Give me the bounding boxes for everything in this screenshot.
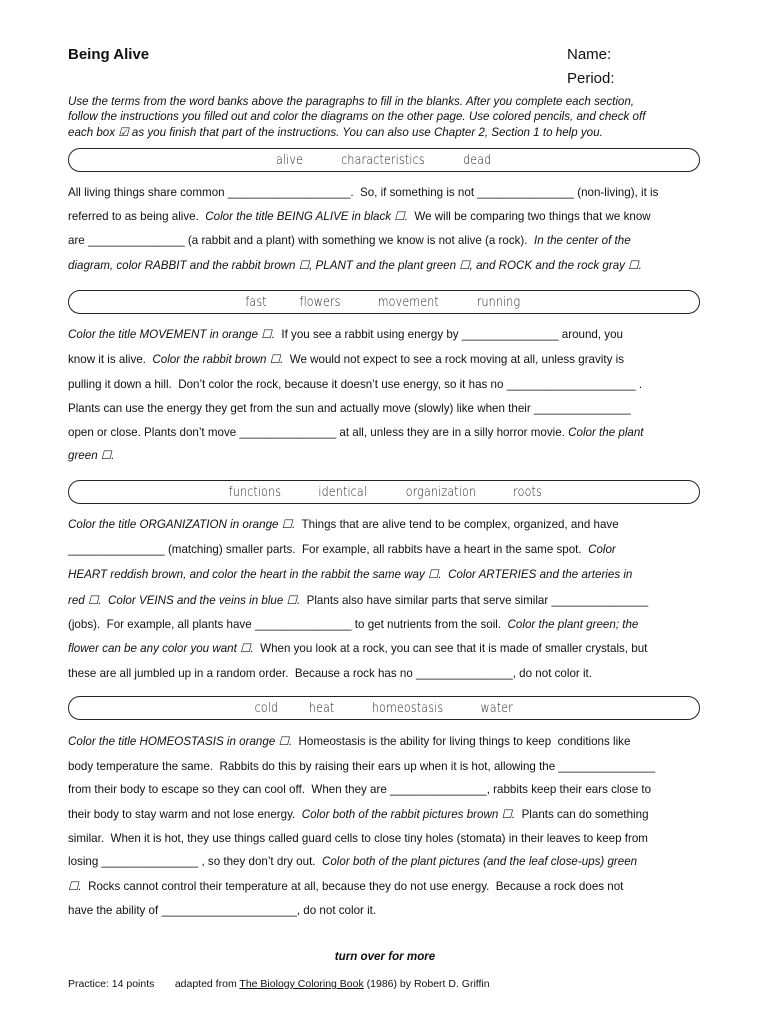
word-bank-term: organization	[405, 484, 477, 500]
adapted-prefix: adapted from	[174, 978, 240, 990]
paragraph-text: know it is alive.	[68, 353, 153, 366]
coloring-instruction: Color	[588, 543, 616, 556]
coloring-instruction: green ☐.	[68, 449, 115, 462]
coloring-instruction: Color the title ORGANIZATION in orange ☐.	[68, 518, 296, 531]
coloring-instruction: red ☐. Color VEINS and the veins in blue ☐.	[68, 594, 301, 607]
paragraph-text: Homeostasis is the ability for living things to keep conditions like	[292, 735, 631, 748]
coloring-instruction: In the center of the	[533, 234, 631, 247]
adapted-suffix: (1986) by Robert D. Griffin	[363, 978, 490, 990]
word-bank-term: cold	[254, 700, 278, 716]
word-bank-term: roots	[513, 484, 543, 500]
paragraph-text: referred to as being alive.	[68, 210, 206, 223]
period-label: Period:	[567, 70, 615, 87]
paragraph-text: from their body to escape so they can cool off. When they are _______________, rabbits keep their ears close to	[68, 783, 652, 796]
coloring-instruction: Color the title HOMEOSTASIS in orange ☐.	[68, 735, 293, 748]
paragraph-text: similar. When it is hot, they use things called guard cells to close tiny holes (stomata) in their leaves to keep from	[68, 832, 648, 845]
book-title: The Biology Coloring Book	[239, 978, 364, 990]
paragraph-text: All living things share common ___________________. So, if something is not _______________ (non-living), it is	[68, 186, 659, 199]
paragraph-text: If you see a rabbit using energy by _______________ around, you	[274, 328, 623, 341]
paragraph-text: We would not expect to see a rock moving at all, unless gravity is	[283, 353, 624, 366]
word-bank-term: flowers	[299, 294, 341, 310]
paragraph-text: Plants can do something	[515, 808, 649, 821]
word-bank	[68, 480, 700, 504]
paragraph-text: Plants can use the energy they get from the sun and actually move (slowly) like when their _______________	[68, 402, 631, 415]
coloring-instruction: ☐.	[68, 880, 82, 893]
word-bank	[68, 148, 700, 172]
worksheet-title: Being Alive	[68, 46, 150, 63]
word-bank-term: identical	[318, 484, 367, 500]
paragraph-text: We will be comparing two things that we know	[407, 210, 651, 223]
coloring-instruction: HEART reddish brown, and color the heart in the rabbit the same way ☐. Color ARTERIES and the arteries in	[68, 568, 633, 581]
points-label: Practice: 14 points	[68, 978, 155, 990]
word-bank-term: running	[476, 294, 521, 310]
instructions-line: each box ☑ as you finish that part of the instructions. You can also use Chapter 2, Section 1 to help you.	[68, 125, 603, 139]
name-label: Name:	[567, 46, 612, 63]
word-bank-term: water	[480, 700, 513, 716]
paragraph-text: have the ability of _____________________, do not color it.	[68, 904, 377, 917]
word-bank-term: dead	[463, 152, 492, 168]
paragraph-text: body temperature the same. Rabbits do this by raising their ears up when it is hot, allowing the _______________	[68, 760, 656, 773]
paragraph-text: _______________ (matching) smaller parts. For example, all rabbits have a heart in the same spot.	[68, 543, 589, 556]
word-bank-term: heat	[309, 700, 335, 716]
coloring-instruction: diagram, color RABBIT and the rabbit brown ☐, PLANT and the plant green ☐, and ROCK and the rock gray ☐.	[68, 259, 642, 272]
paragraph-text: pulling it down a hill. Don’t color the rock, because it doesn’t use energy, so it has no ____________________ .	[68, 378, 643, 391]
word-bank-term: homeostasis	[371, 700, 444, 716]
instructions	[68, 94, 708, 140]
coloring-instruction: Color the plant	[568, 426, 644, 439]
instructions-line: Use the terms from the word banks above the paragraphs to fill in the blanks. After you complete each section,	[68, 95, 635, 108]
word-bank	[68, 696, 700, 720]
footer	[68, 978, 490, 990]
paragraph-text: When you look at a rock, you can see that it is made of smaller crystals, but	[253, 642, 648, 655]
coloring-instruction: Color the rabbit brown ☐.	[152, 353, 284, 366]
coloring-instruction: Color both of the plant pictures (and the leaf close-ups) green	[321, 855, 638, 868]
coloring-instruction: flower can be any color you want ☐.	[68, 642, 254, 655]
turn-over-note: turn over for more	[334, 950, 436, 963]
word-bank-term: movement	[378, 294, 440, 310]
paragraph-text: these are all jumbled up in a random order. Because a rock has no _______________, do not color it.	[68, 667, 592, 680]
paragraph-text: open or close. Plants don’t move _______________ at all, unless they are in a silly horror movie.	[68, 426, 569, 439]
paragraph-text: Plants also have similar parts that serve similar _______________	[300, 594, 649, 607]
paragraph-text: Things that are alive tend to be complex, organized, and have	[295, 518, 619, 531]
word-bank-term: alive	[276, 152, 304, 168]
paragraph-text: their body to stay warm and not lose energy.	[68, 808, 302, 821]
coloring-instruction: Color the title MOVEMENT in orange ☐.	[68, 328, 275, 341]
coloring-instruction: Color the plant green; the	[507, 618, 639, 631]
paragraph-text: losing _______________ , so they don’t dry out.	[68, 855, 322, 868]
paragraph-text: are _______________ (a rabbit and a plant) with something we know is not alive (a rock).	[68, 234, 534, 247]
coloring-instruction: Color both of the rabbit pictures brown ☐.	[301, 808, 516, 821]
word-bank	[68, 290, 700, 314]
word-bank-term: characteristics	[341, 152, 426, 168]
coloring-instruction: Color the title BEING ALIVE in black ☐.	[205, 210, 408, 223]
paragraph-text: Rocks cannot control their temperature at all, because they do not use energy. Because a rock does not	[81, 880, 624, 893]
word-bank-term: fast	[245, 294, 267, 310]
paragraph-text: (jobs). For example, all plants have _______________ to get nutrients from the soil.	[68, 618, 508, 631]
word-bank-term: functions	[228, 484, 281, 500]
instructions-line: follow the instructions you filled out and color the diagrams on the other page. Use colored pencils, and check off	[68, 110, 646, 124]
